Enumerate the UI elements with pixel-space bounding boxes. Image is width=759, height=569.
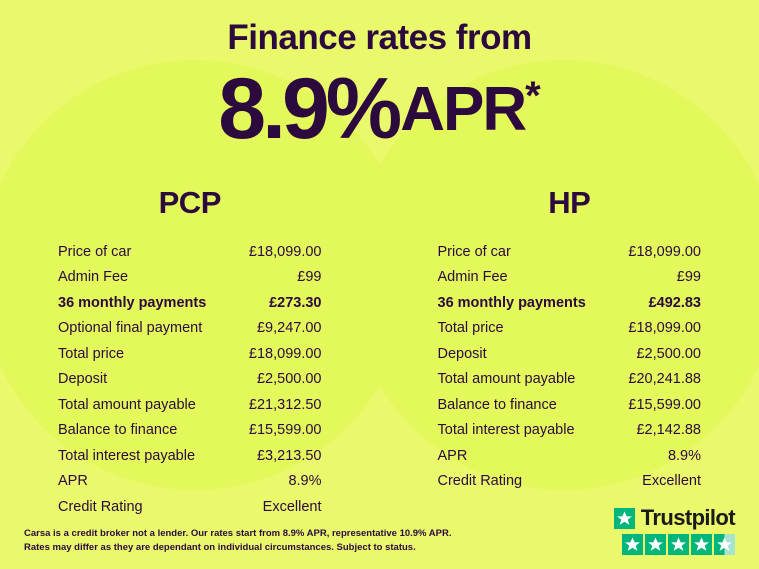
- row-value: £21,312.50: [248, 396, 322, 413]
- row-label: Total amount payable: [58, 396, 196, 413]
- row-label: Credit Rating: [437, 473, 523, 489]
- page-title: Finance rates from: [227, 18, 532, 57]
- star-icon: [668, 534, 689, 555]
- row-value: 8.9%: [667, 447, 701, 464]
- trustpilot-star-icon: [614, 508, 635, 529]
- table-row: [438, 316, 702, 342]
- table-row: [58, 469, 322, 495]
- row-label: Optional final payment: [58, 320, 203, 336]
- table-row: [58, 392, 322, 418]
- column-title-hp: HP: [548, 185, 591, 220]
- row-value: £15,599.00: [628, 396, 701, 413]
- row-value: £2,500.00: [256, 371, 322, 387]
- row-label: 36 monthly payments: [437, 294, 586, 311]
- trustpilot-stars: [622, 534, 735, 555]
- row-label: Admin Fee: [437, 269, 508, 285]
- row-value: £20,241.88: [628, 371, 701, 387]
- trustpilot-logo: [614, 505, 735, 531]
- star-icon: [622, 534, 643, 555]
- footer: [0, 505, 759, 555]
- table-row: [58, 418, 322, 444]
- row-value: £273.30: [269, 294, 322, 311]
- row-value: Excellent: [642, 473, 701, 489]
- table-row: [438, 392, 702, 418]
- row-value: £2,500.00: [636, 345, 701, 362]
- row-label: Credit Rating: [58, 498, 143, 515]
- row-label: Total amount payable: [437, 371, 576, 387]
- row-value: £99: [676, 269, 701, 285]
- row-label: Total interest payable: [58, 447, 196, 464]
- finance-comparison: [0, 185, 759, 520]
- row-value: £18,099.00: [248, 243, 322, 260]
- table-row: [58, 443, 322, 469]
- row-label: Total price: [437, 320, 504, 336]
- row-value: £99: [297, 269, 322, 285]
- trustpilot-name: Trustpilot: [640, 505, 735, 530]
- finance-column-hp: [380, 185, 759, 520]
- half-star-icon: [714, 534, 735, 555]
- hero-rate-value: 8.9%: [218, 61, 399, 157]
- table-row: [438, 418, 702, 444]
- table-row: [438, 265, 702, 291]
- row-value: £18,099.00: [628, 320, 701, 336]
- row-label: Total price: [58, 345, 125, 362]
- row-value: £15,599.00: [248, 422, 322, 438]
- column-title-pcp: PCP: [158, 185, 221, 220]
- row-value: 8.9%: [288, 473, 322, 489]
- table-row: [58, 290, 322, 316]
- row-label: APR: [437, 447, 468, 464]
- table-row: [58, 316, 322, 342]
- row-value: £2,142.88: [636, 422, 701, 438]
- table-row: [58, 265, 322, 291]
- row-label: APR: [58, 473, 88, 489]
- row-label: Total interest payable: [437, 422, 575, 438]
- row-label: Price of car: [437, 243, 511, 260]
- row-label: Admin Fee: [58, 269, 129, 285]
- disclaimer-text: Carsa is a credit broker not a lender. Our rates start from 8.9% APR, representative 10.9% APR. Rates may differ as they are dependant on individual circumstances. Subject to status.: [24, 527, 452, 553]
- hero-rate-asterisk: *: [525, 74, 541, 118]
- row-value: £9,247.00: [256, 320, 322, 336]
- row-value: £18,099.00: [248, 345, 322, 362]
- row-label: Balance to finance: [437, 396, 557, 413]
- table-row: [438, 239, 702, 265]
- hero-rate: [0, 60, 759, 159]
- row-label: Balance to finance: [58, 422, 178, 438]
- table-row: [58, 341, 322, 367]
- row-label: Deposit: [58, 371, 108, 387]
- table-row: [438, 367, 702, 393]
- star-icon: [691, 534, 712, 555]
- row-value: Excellent: [262, 498, 322, 515]
- row-label: 36 monthly payments: [58, 294, 207, 311]
- row-value: £492.83: [648, 294, 701, 311]
- table-row: [438, 469, 702, 495]
- table-row: [58, 239, 322, 265]
- trustpilot-rating[interactable]: [614, 505, 735, 555]
- row-value: £18,099.00: [628, 243, 701, 260]
- table-row: [438, 341, 702, 367]
- star-icon: [645, 534, 666, 555]
- table-row: [438, 290, 702, 316]
- table-row: [58, 367, 322, 393]
- finance-column-pcp: [0, 185, 380, 520]
- table-row: [438, 443, 702, 469]
- hero-rate-apr: APR: [400, 75, 526, 144]
- row-label: Price of car: [58, 243, 132, 260]
- row-label: Deposit: [437, 345, 487, 362]
- row-value: £3,213.50: [256, 447, 322, 464]
